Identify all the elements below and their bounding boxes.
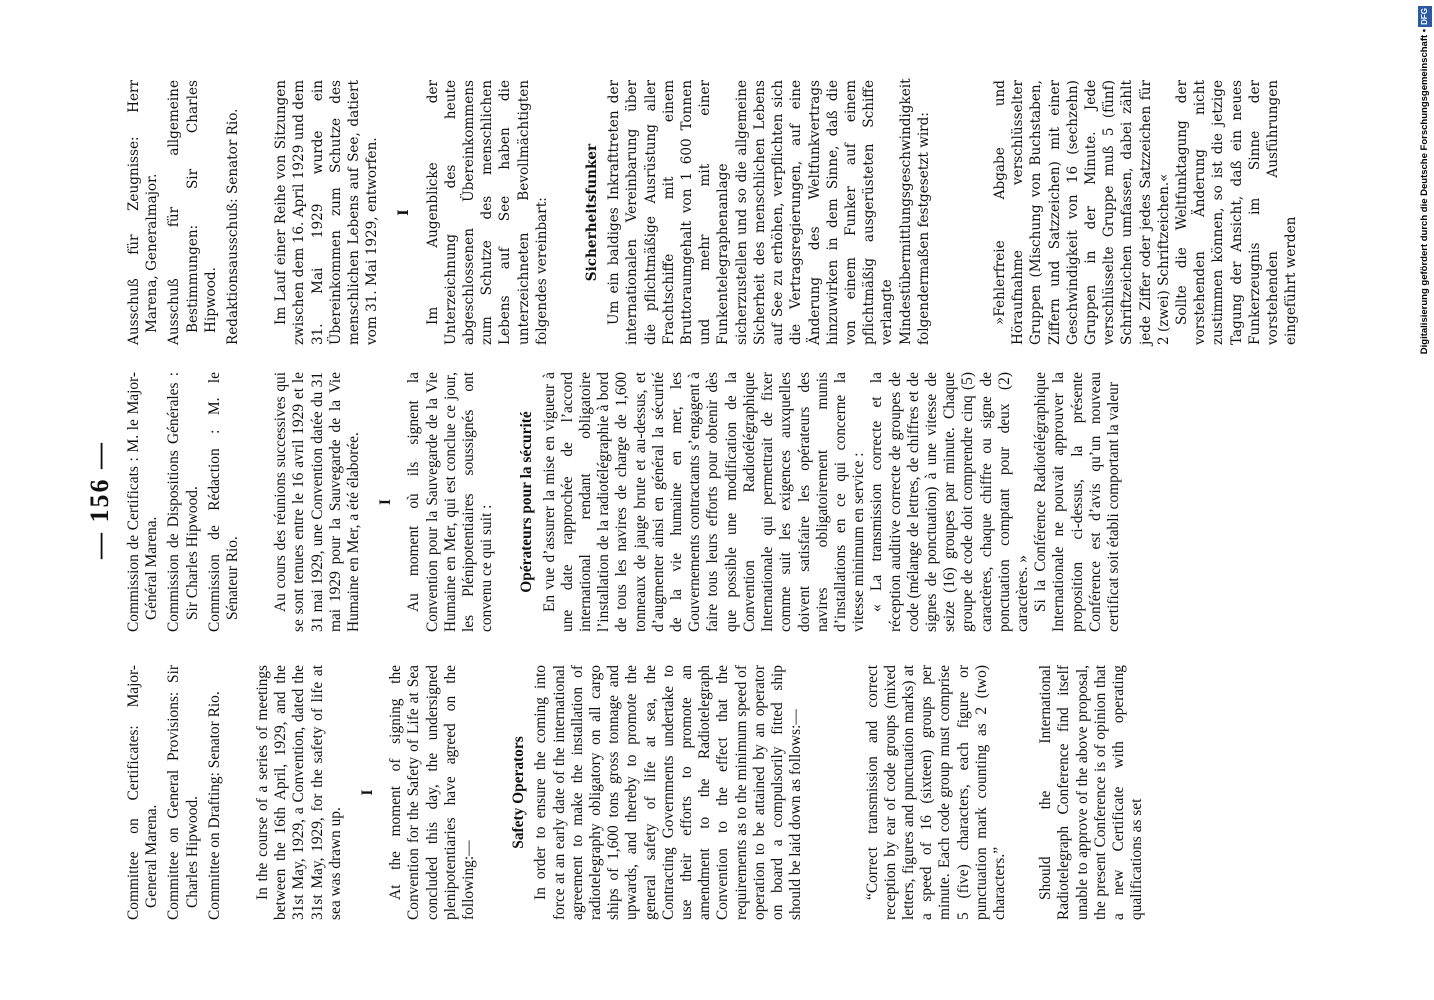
section-heading: Safety Operators: [510, 736, 528, 849]
operators-paragraph: Um ein baldiges Inkrafttreten der internationalen Vereinbarung über die pflichtmäßige Ausrüstung aller Frachtschiffe mit einem Bruttoraumgehalt von 1 600 Tonnen und mehr mit einer Funkentelegraphenanlage sicherzustellen und so die allgemeine Sicherheit des menschlichen Lebens auf See zu erhöhen, verpflichten sich die Vertragsregierungen, auf eine Änderung des Weltfunkvertrags hinzuwirken in dem Sinne, daß die von einem Funker auf einem pflichtmäßig ausgerüsteten Schiffe verlangte Mindestübermittlungsgeschwindigkeit folgendermaßen festgesetzt wird:: [606, 78, 932, 345]
operators-paragraph: In order to ensure the coming into force at an early date of the international agreement to make the installation of radiotelegraphy obligatory on all cargo ships of 1,600 tons gross tonnage and upwards, and thereby to promote the general safety of life at sea, the Contracting Governments undertake to use their efforts to promote an amendment to the Radiotelegraph Convention to the effect that the requirements as to the minimum speed of operation to be attained by an operator on board a compulsorily fitted ship should be laid down as follows:—: [532, 665, 805, 920]
operators-paragraph: En vue d’assurer la mise en vigueur à une date rapprochée de l’accord international rendant obligatoire l’installation de la radiotélégraphie à bord de tous les navires de charge de 1,600 tonneaux de jauge brute et au-dessus, et d’augmenter ainsi en général la sécurité de la vie humaine en mer, les Gouvernements contractants s’engagent à faire tous leurs efforts pour obtenir dès que possible une modification de la Convention Radiotélégraphique Internationale qui permettrait de fixer comme suit les exigences auxquelles doivent satisfaire les opérateurs des navires obligatoirement munis d’installations en ce qui concerne la vitesse minimum en service :: [540, 372, 868, 632]
english-column: [125, 665, 1146, 920]
committee-certificates: Commission de Certificats : M. le Major-Général Marena.: [125, 372, 161, 632]
agreement-paragraph: Au moment où ils signent la Convention pour la Sauvegarde de la Vie Humaine en Mer, qui est conclue ce jour, les Plénipotentiaires soussignés ont convenu ce qui suit :: [405, 372, 496, 632]
section-heading: Sicherheitsfunker: [584, 143, 601, 282]
dfg-logo: DFG: [1418, 6, 1432, 27]
section-number: I: [359, 789, 377, 796]
section-number: I: [377, 499, 395, 505]
conference-paragraph: Si la Conférence Radiotélégraphique Internationale ne pouvait approuver la proposition ci-dessus, la présente Conférence est d’avis qu’un nouveau certificat soit établi comportant la valeur: [1032, 372, 1122, 632]
conference-paragraph: Sollte die Weltfunktagung der vorstehenden Änderung nicht zustimmen können, so ist die jetzige Tagung der Ansicht, daß ein neues Funkerzeugnis im Sinne der vorstehenden Ausführungen eingeführt werden: [1173, 80, 1300, 345]
committee-general-provisions: Commission de Dispositions Générales : Sir Charles Hipwood.: [165, 372, 201, 632]
quoted-requirement: « La transmission correcte et la réception auditive correcte de groupes de code (mélange de lettres, de chiffres et de signes de ponctuation) à une vitesse de seize (16) groupes par minute. Chaque groupe de code doit comprendre cinq (5) caractères, chaque chiffre ou signe de ponctuation comptant pour deux (2) caractères. »: [868, 372, 1031, 632]
agreement-paragraph: Im Augenblicke der Unterzeichnung des heute abgeschlossenen Übereinkommens zum Schutze des menschlichen Lebens auf See haben die unterzeichneten Bevollmächtigten folgendes vereinbart:: [424, 80, 550, 345]
page-number: — 156 —: [85, 441, 114, 559]
section-number: I: [396, 209, 413, 216]
quoted-requirement: “Correct transmission and correct reception by ear of code groups (mixed letters, figures and punctuation marks) at a speed of 16 (sixteen) groups per minute. Each code group must comprise 5 (five) characters, each figure or punctuation mark counting as 2 (two) characters.”: [863, 665, 1008, 920]
agreement-paragraph: At the moment of signing the Convention for the Safety of Life at Sea concluded this day, the undersigned plenipotentiaries have agreed on the following:—: [387, 665, 478, 920]
intro-paragraph: In the course of a series of meetings between the 16th April, 1929, and the 31st May, 1929, a Convention, dated the 31st May, 1929, for the safety of life at sea was drawn up.: [254, 665, 344, 920]
committee-certificates: Committee on Certificates: Major-General Marena.: [125, 665, 161, 920]
french-column: [125, 372, 1123, 632]
intro-paragraph: Au cours des réunions successives qui se sont tenues entre le 16 avril 1929 et le 31 mai 1929, une Convention datée du 31 mai 1929 pour la Sauvegarde de la Vie Humaine en Mer, a été élaborée.: [272, 372, 363, 632]
committee-drafting: Redaktionsausschuß: Senator Rio.: [225, 108, 242, 345]
quoted-requirement: »Fehlerfreie Abgabe und Höraufnahme verschlüsselter Gruppen (Mischung von Buchstaben, Ziffern und Satzzeichen) mit einer Geschwindigkeit von 16 (sechzehn) Gruppen in der Minute. Jede verschlüsselte Gruppe muß 5 (fünf) Schriftzeichen umfassen, dabei zählt jede Ziffer oder jedes Satzzeichen für 2 (zwei) Schriftzeichen.«: [991, 80, 1172, 345]
german-column: [125, 80, 1300, 345]
committee-general-provisions: Ausschuß für allgemeine Bestimmungen: Sir Charles Hipwood.: [166, 80, 219, 345]
committee-drafting: Commission de Rédaction : M. le Sénateur Rio.: [205, 372, 242, 632]
stamp-text: Digitalisierung gefördert durch die Deutsche Forschungsgemeinschaft •: [1419, 28, 1430, 355]
conference-paragraph: Should the International Radiotelegraph Conference find itself unable to approve of the above proposal, the present Conference is of opinion that a new Certificate with operating qualifications as set: [1037, 665, 1146, 920]
section-heading: Opérateurs pour la sécurité: [518, 411, 536, 593]
committee-certificates: Ausschuß für Zeugnisse: Herr Marena, Generalmajor.: [126, 80, 161, 345]
digitization-stamp: [1418, 6, 1432, 406]
committee-general-provisions: Committee on General Provisions: Sir Charles Hipwood.: [165, 665, 201, 920]
intro-paragraph: Im Lauf einer Reihe von Sitzungen zwischen dem 16. April 1929 und dem 31. Mai 1929 wurde ein Übereinkommen zum Schutze des menschlichen Lebens auf See, datiert vom 31. Mai 1929, entworfen.: [273, 80, 381, 345]
committee-drafting: Committee on Drafting: Senator Rio.: [205, 691, 223, 920]
